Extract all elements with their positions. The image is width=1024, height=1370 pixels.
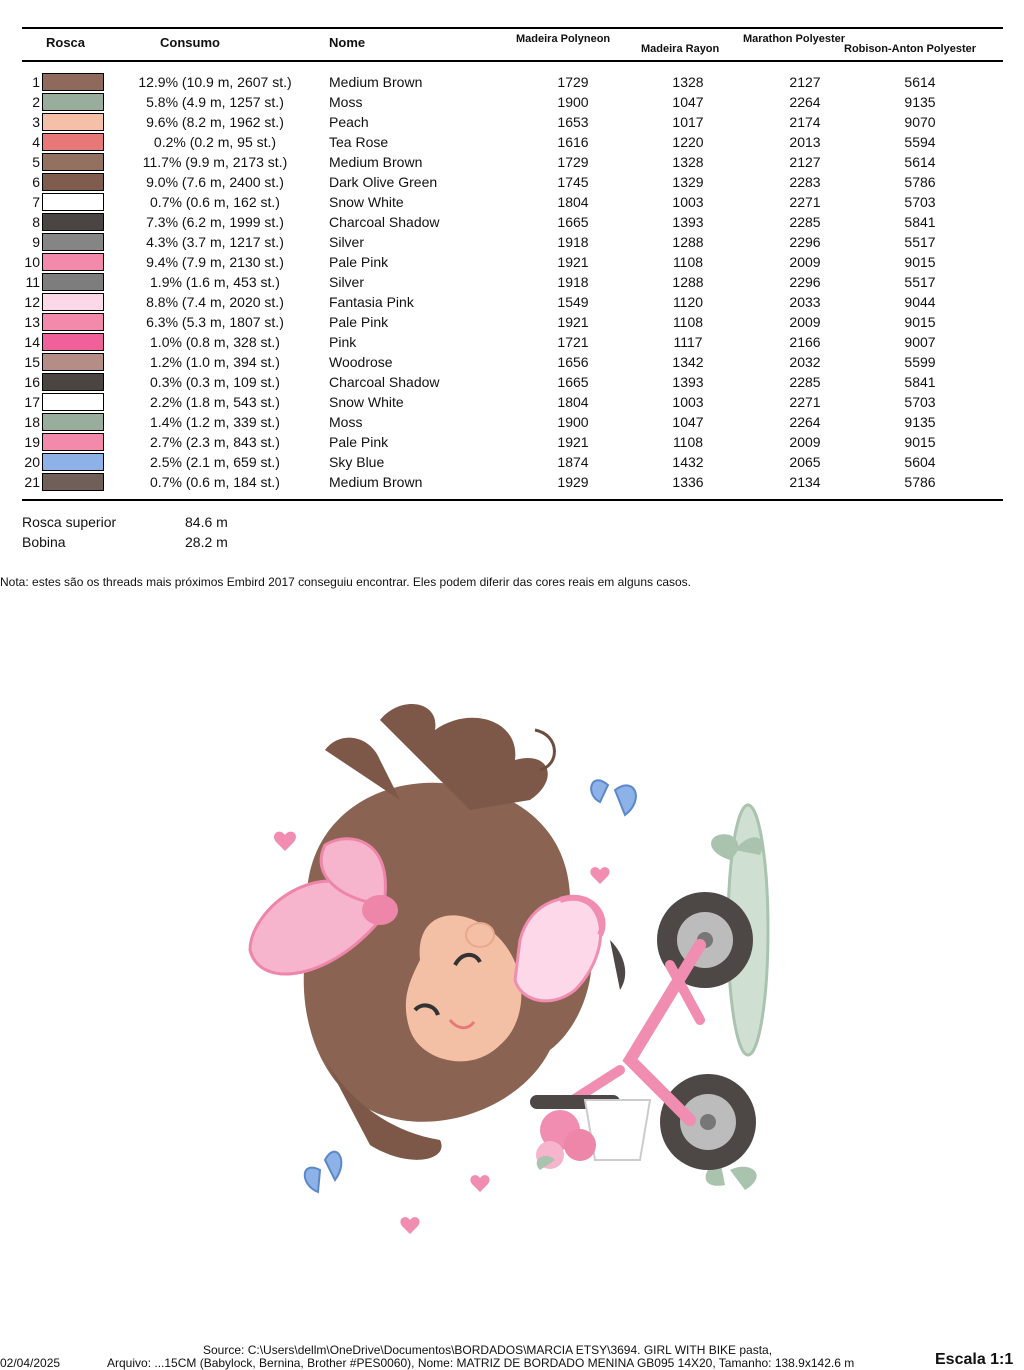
thread-consumo: 2.5% (2.1 m, 659 st.)	[150, 454, 280, 470]
thread-color-swatch	[42, 453, 104, 471]
madeira-polyneon-code: 1918	[557, 234, 589, 250]
madeira-polyneon-code: 1616	[557, 134, 589, 150]
thread-name: Sky Blue	[329, 454, 385, 470]
header-nome: Nome	[329, 35, 366, 50]
flower-basket	[536, 1100, 650, 1170]
thread-consumo: 4.3% (3.7 m, 1217 st.)	[146, 234, 284, 250]
thread-color-swatch	[42, 353, 104, 371]
thread-row	[0, 392, 1024, 412]
butterfly-top	[591, 780, 636, 815]
thread-row	[0, 152, 1024, 172]
madeira-rayon-code: 1120	[672, 294, 704, 310]
madeira-polyneon-code: 1721	[557, 334, 589, 350]
thread-consumo: 0.3% (0.3 m, 109 st.)	[150, 374, 280, 390]
thread-row	[0, 412, 1024, 432]
header-consumo: Consumo	[160, 35, 220, 50]
thread-color-swatch	[42, 113, 104, 131]
madeira-polyneon-code: 1729	[557, 154, 589, 170]
footer-arquivo: Arquivo: ...15CM (Babylock, Bernina, Brother #PES0060), Nome: MATRIZ DE BORDADO MENINA GB095 14X20, Tamanho: 138.9x142.6 m	[107, 1356, 855, 1370]
marathon-polyester-code: 2296	[789, 234, 821, 250]
marathon-polyester-code: 2134	[789, 474, 821, 490]
marathon-polyester-code: 2166	[789, 334, 821, 350]
madeira-polyneon-code: 1900	[557, 414, 589, 430]
madeira-rayon-code: 1342	[672, 354, 704, 370]
thread-consumo: 9.0% (7.6 m, 2400 st.)	[146, 174, 284, 190]
madeira-rayon-code: 1117	[673, 334, 703, 350]
madeira-rayon-code: 1432	[672, 454, 704, 470]
robison-anton-code: 9007	[904, 334, 936, 350]
robison-anton-code: 5786	[904, 474, 936, 490]
thread-number: 20	[24, 454, 40, 470]
robison-anton-code: 5786	[904, 174, 936, 190]
thread-row	[0, 432, 1024, 452]
robison-anton-code: 9135	[904, 414, 936, 430]
thread-color-swatch	[42, 293, 104, 311]
madeira-rayon-code: 1108	[672, 314, 704, 330]
marathon-polyester-code: 2009	[789, 434, 821, 450]
robison-anton-code: 5517	[904, 234, 936, 250]
robison-anton-code: 5841	[904, 374, 936, 390]
marathon-polyester-code: 2065	[789, 454, 821, 470]
thread-color-swatch	[42, 153, 104, 171]
thread-name: Pink	[329, 334, 357, 350]
madeira-rayon-code: 1220	[672, 134, 704, 150]
madeira-rayon-code: 1288	[672, 234, 704, 250]
thread-color-swatch	[42, 373, 104, 391]
thread-number: 7	[32, 194, 40, 210]
thread-color-swatch	[42, 313, 104, 331]
thread-number: 9	[32, 234, 40, 250]
thread-number: 12	[24, 294, 40, 310]
thread-color-swatch	[42, 333, 104, 351]
thread-consumo: 2.2% (1.8 m, 543 st.)	[150, 394, 280, 410]
header-madeira-rayon: Madeira Rayon	[641, 43, 720, 55]
thread-number: 14	[24, 334, 40, 350]
thread-name: Pale Pink	[329, 254, 389, 270]
marathon-polyester-code: 2271	[789, 394, 821, 410]
thread-name: Pale Pink	[329, 434, 389, 450]
robison-anton-code: 9015	[904, 434, 936, 450]
thread-number: 4	[32, 134, 40, 150]
robison-anton-code: 5703	[904, 394, 936, 410]
thread-name: Medium Brown	[329, 74, 423, 90]
thread-color-swatch	[42, 73, 104, 91]
madeira-rayon-code: 1108	[672, 434, 704, 450]
marathon-polyester-code: 2296	[789, 274, 821, 290]
thread-color-swatch	[42, 253, 104, 271]
madeira-rayon-code: 1329	[672, 174, 704, 190]
header-bottom-rule	[22, 60, 1003, 62]
madeira-polyneon-code: 1729	[557, 74, 589, 90]
thread-name: Woodrose	[329, 354, 393, 370]
thread-consumo: 0.7% (0.6 m, 162 st.)	[150, 194, 280, 210]
marathon-polyester-code: 2285	[789, 214, 821, 230]
marathon-polyester-code: 2127	[789, 74, 821, 90]
madeira-polyneon-code: 1900	[557, 94, 589, 110]
robison-anton-code: 5604	[904, 454, 936, 470]
madeira-rayon-code: 1003	[672, 394, 704, 410]
thread-row	[0, 252, 1024, 272]
robison-anton-code: 5614	[904, 74, 936, 90]
thread-consumo: 1.4% (1.2 m, 339 st.)	[150, 414, 280, 430]
marathon-polyester-code: 2283	[789, 174, 821, 190]
thread-name: Medium Brown	[329, 474, 423, 490]
thread-name: Charcoal Shadow	[329, 374, 440, 390]
thread-color-swatch	[42, 393, 104, 411]
thread-name: Silver	[329, 234, 365, 250]
thread-consumo: 1.2% (1.0 m, 394 st.)	[150, 354, 280, 370]
thread-name: Moss	[329, 94, 363, 110]
thread-name: Dark Olive Green	[329, 174, 438, 190]
header-madeira-polyneon: Madeira Polyneon	[516, 33, 611, 45]
thread-consumo: 5.8% (4.9 m, 1257 st.)	[146, 94, 284, 110]
thread-name: Moss	[329, 414, 363, 430]
thread-row	[0, 112, 1024, 132]
marathon-polyester-code: 2264	[789, 414, 821, 430]
thread-row	[0, 372, 1024, 392]
thread-consumo: 1.9% (1.6 m, 453 st.)	[150, 274, 280, 290]
thread-number: 1	[32, 74, 40, 90]
thread-row	[0, 192, 1024, 212]
robison-anton-code: 5614	[904, 154, 936, 170]
thread-row	[0, 132, 1024, 152]
thread-row	[0, 92, 1024, 112]
thread-row	[0, 212, 1024, 232]
rosca-superior-label: Rosca superior	[22, 514, 117, 530]
robison-anton-code: 5841	[904, 214, 936, 230]
thread-consumo: 12.9% (10.9 m, 2607 st.)	[138, 74, 292, 90]
thread-number: 13	[24, 314, 40, 330]
thread-number: 11	[25, 274, 40, 290]
madeira-polyneon-code: 1921	[557, 254, 589, 270]
bobina-label: Bobina	[22, 534, 66, 550]
thread-consumo: 1.0% (0.8 m, 328 st.)	[150, 334, 280, 350]
thread-row	[0, 272, 1024, 292]
thread-color-swatch	[42, 433, 104, 451]
robison-anton-code: 5594	[904, 134, 936, 150]
thread-number: 5	[32, 154, 40, 170]
thread-row	[0, 452, 1024, 472]
thread-color-swatch	[42, 273, 104, 291]
rosca-superior-value: 84.6 m	[185, 514, 228, 530]
thread-consumo: 8.8% (7.4 m, 2020 st.)	[146, 294, 284, 310]
thread-number: 6	[32, 174, 40, 190]
thread-consumo: 11.7% (9.9 m, 2173 st.)	[142, 154, 288, 170]
madeira-rayon-code: 1328	[672, 154, 704, 170]
thread-number: 19	[24, 434, 40, 450]
header-robison-anton-polyester: Robison-Anton Polyester	[844, 43, 977, 55]
thread-number: 21	[24, 474, 40, 490]
embroidery-design-image	[230, 690, 790, 1250]
thread-number: 17	[24, 394, 40, 410]
robison-anton-code: 5703	[904, 194, 936, 210]
thread-consumo: 6.3% (5.3 m, 1807 st.)	[146, 314, 284, 330]
butterfly-bottom	[305, 1152, 342, 1192]
table-bottom-rule	[22, 499, 1003, 501]
thread-consumo: 9.4% (7.9 m, 2130 st.)	[146, 254, 284, 270]
robison-anton-code: 9015	[904, 314, 936, 330]
thread-number: 3	[32, 114, 40, 130]
marathon-polyester-code: 2271	[789, 194, 821, 210]
madeira-polyneon-code: 1804	[557, 394, 589, 410]
madeira-polyneon-code: 1549	[557, 294, 589, 310]
thread-number: 2	[32, 94, 40, 110]
thread-name: Pale Pink	[329, 314, 389, 330]
madeira-rayon-code: 1393	[672, 214, 704, 230]
madeira-rayon-code: 1047	[672, 414, 704, 430]
marathon-polyester-code: 2264	[789, 94, 821, 110]
madeira-polyneon-code: 1656	[557, 354, 589, 370]
thread-consumo: 2.7% (2.3 m, 843 st.)	[150, 434, 280, 450]
thread-row	[0, 232, 1024, 252]
madeira-rayon-code: 1393	[672, 374, 704, 390]
marathon-polyester-code: 2013	[789, 134, 821, 150]
madeira-rayon-code: 1336	[672, 474, 704, 490]
header-rosca: Rosca	[46, 35, 86, 50]
robison-anton-code: 9015	[904, 254, 936, 270]
bobina-value: 28.2 m	[185, 534, 228, 550]
thread-name: Fantasia Pink	[329, 294, 414, 310]
marathon-polyester-code: 2174	[789, 114, 821, 130]
thread-name: Snow White	[329, 194, 404, 210]
madeira-polyneon-code: 1804	[557, 194, 589, 210]
header-top-rule	[22, 27, 1003, 29]
thread-row	[0, 172, 1024, 192]
header-marathon-polyester: Marathon Polyester	[743, 33, 846, 45]
thread-name: Tea Rose	[329, 134, 389, 150]
marathon-polyester-code: 2033	[789, 294, 821, 310]
thread-consumo: 7.3% (6.2 m, 1999 st.)	[146, 214, 284, 230]
robison-anton-code: 5599	[904, 354, 936, 370]
thread-color-swatch	[42, 473, 104, 491]
thread-color-swatch	[42, 133, 104, 151]
thread-number: 18	[24, 414, 40, 430]
thread-row	[0, 472, 1024, 492]
madeira-polyneon-code: 1874	[557, 454, 589, 470]
thread-consumo: 0.7% (0.6 m, 184 st.)	[150, 474, 280, 490]
thread-color-swatch	[42, 173, 104, 191]
madeira-rayon-code: 1108	[672, 254, 704, 270]
thread-row	[0, 72, 1024, 92]
thread-consumo: 9.6% (8.2 m, 1962 st.)	[146, 114, 284, 130]
madeira-polyneon-code: 1929	[557, 474, 589, 490]
robison-anton-code: 5517	[904, 274, 936, 290]
madeira-polyneon-code: 1918	[557, 274, 589, 290]
madeira-polyneon-code: 1665	[557, 214, 589, 230]
thread-number: 15	[24, 354, 40, 370]
madeira-rayon-code: 1003	[672, 194, 704, 210]
thread-number: 10	[24, 254, 40, 270]
madeira-polyneon-code: 1921	[557, 434, 589, 450]
thread-name: Medium Brown	[329, 154, 423, 170]
madeira-polyneon-code: 1921	[557, 314, 589, 330]
thread-row	[0, 312, 1024, 332]
thread-row	[0, 332, 1024, 352]
robison-anton-code: 9044	[904, 294, 936, 310]
robison-anton-code: 9070	[904, 114, 936, 130]
footer-date: 02/04/2025	[0, 1356, 61, 1370]
thread-color-swatch	[42, 93, 104, 111]
madeira-rayon-code: 1017	[672, 114, 704, 130]
thread-number: 8	[32, 214, 40, 230]
madeira-rayon-code: 1288	[672, 274, 704, 290]
thread-name: Snow White	[329, 394, 404, 410]
thread-color-swatch	[42, 413, 104, 431]
thread-name: Charcoal Shadow	[329, 214, 440, 230]
footer-scale: Escala 1:1	[935, 1351, 1014, 1368]
marathon-polyester-code: 2285	[789, 374, 821, 390]
madeira-polyneon-code: 1745	[557, 174, 589, 190]
thread-color-swatch	[42, 233, 104, 251]
thread-number: 16	[24, 374, 40, 390]
thread-color-swatch	[42, 213, 104, 231]
madeira-rayon-code: 1328	[672, 74, 704, 90]
madeira-rayon-code: 1047	[672, 94, 704, 110]
thread-row	[0, 352, 1024, 372]
footer-source: Source: C:\Users\dellm\OneDrive\Documentos\BORDADOS\MARCIA ETSY\3694. GIRL WITH BIKE pasta,	[203, 1343, 773, 1357]
marathon-polyester-code: 2127	[789, 154, 821, 170]
thread-consumo: 0.2% (0.2 m, 95 st.)	[153, 134, 277, 150]
marathon-polyester-code: 2032	[789, 354, 821, 370]
thread-row	[0, 292, 1024, 312]
marathon-polyester-code: 2009	[789, 254, 821, 270]
marathon-polyester-code: 2009	[789, 314, 821, 330]
thread-name: Peach	[329, 114, 369, 130]
thread-name: Silver	[329, 274, 365, 290]
madeira-polyneon-code: 1653	[557, 114, 589, 130]
note-text: Nota: estes são os threads mais próximos Embird 2017 conseguiu encontrar. Eles podem diferir das cores reais em alguns casos.	[0, 575, 692, 589]
robison-anton-code: 9135	[904, 94, 936, 110]
thread-color-swatch	[42, 193, 104, 211]
madeira-polyneon-code: 1665	[557, 374, 589, 390]
